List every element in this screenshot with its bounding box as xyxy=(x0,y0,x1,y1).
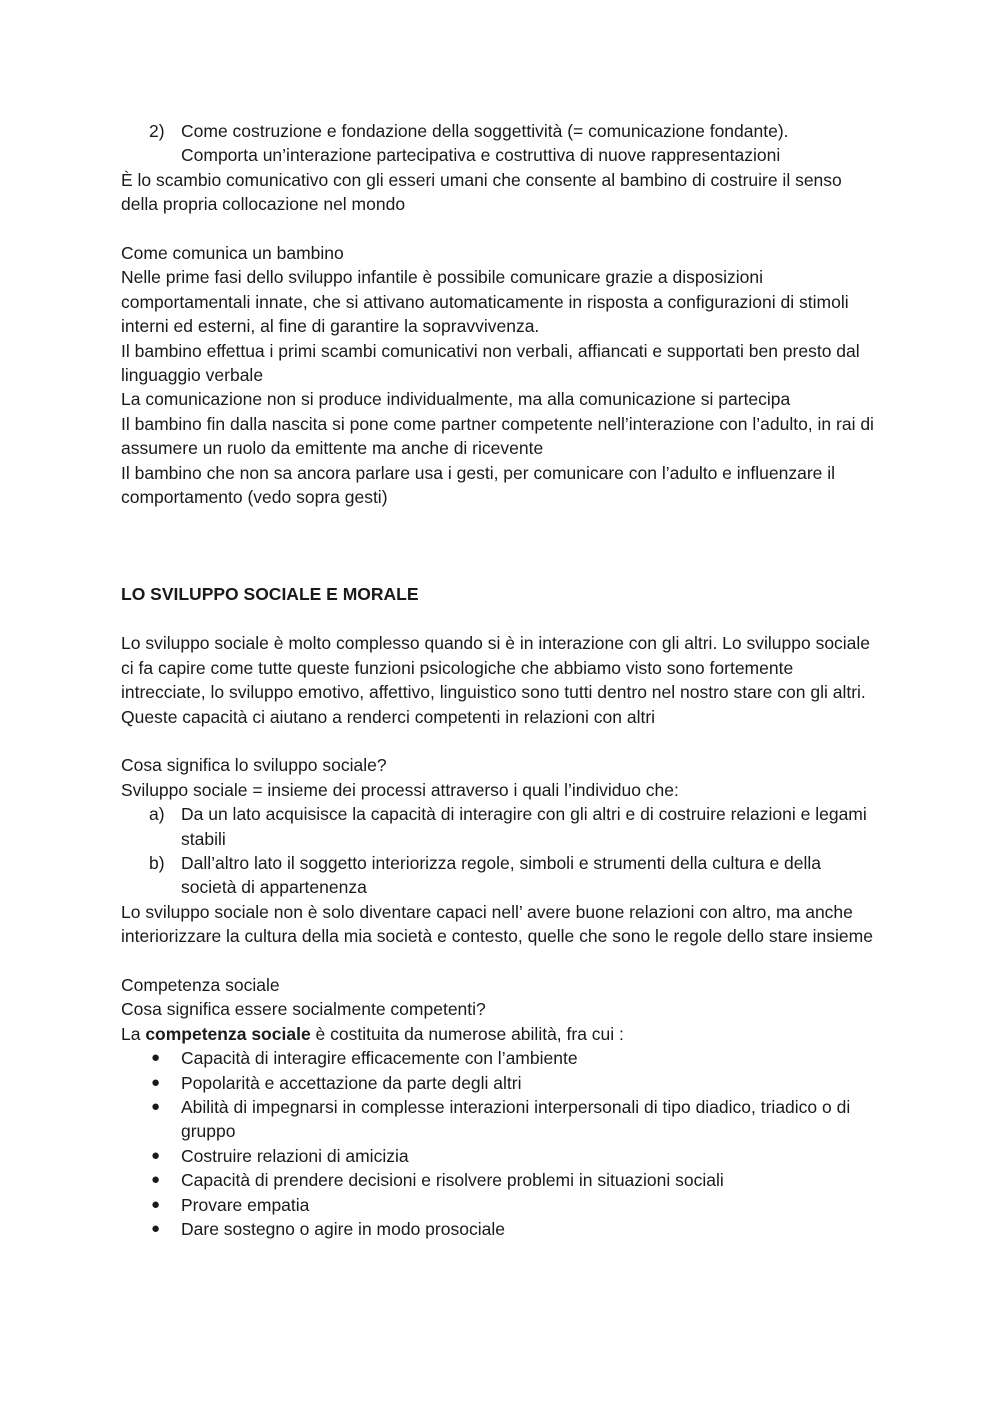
bullet-icon: ● xyxy=(151,1097,161,1115)
bullet-item xyxy=(121,1071,881,1095)
bullet-icon: ● xyxy=(151,1220,161,1237)
paragraph: Il bambino effettua i primi scambi comunicativi non verbali, affiancati e supportati ben presto dal linguaggio verbale xyxy=(121,340,860,386)
document-page xyxy=(121,119,881,1241)
bullet-item xyxy=(121,1144,881,1168)
bullet-item xyxy=(121,1046,881,1070)
list-item-text: Da un lato acquisisce la capacità di interagire con gli altri e di costruire relazioni e legami stabili xyxy=(181,804,867,849)
bullet-text: Capacità di prendere decisioni e risolvere problemi in situazioni sociali xyxy=(181,1170,724,1191)
paragraph: Nelle prime fasi dello sviluppo infantile è possibile comunicare grazie a disposizioni comportamentali innate, che si attivano automaticamente in risposta a configurazioni di stimoli interni ed esterni, al fine di garantire la sopravvivenza. xyxy=(121,267,849,337)
section-title-comunica: Come comunica un bambino xyxy=(121,243,344,264)
section-heading: LO SVILUPPO SOCIALE E MORALE xyxy=(121,584,419,605)
bullet-icon: ● xyxy=(151,1146,161,1164)
intro-suffix: è costituita da numerose abilità, fra cui : xyxy=(310,1023,624,1044)
list-marker: 2) xyxy=(149,121,165,141)
bullet-icon: ● xyxy=(151,1073,161,1091)
intro-prefix: La xyxy=(121,1023,146,1044)
list-item-text xyxy=(181,119,881,168)
bullet-item xyxy=(121,1095,881,1144)
list-marker: a) xyxy=(149,804,165,825)
paragraph: La comunicazione non si produce individualmente, ma alla comunicazione si partecipa xyxy=(121,389,791,410)
list-item-line-2: Comporta un’interazione partecipativa e costruttiva di nuove rappresentazioni xyxy=(181,145,781,166)
bullet-text: Abilità di impegnarsi in complesse interazioni interpersonali di tipo diadico, triadico o di gruppo xyxy=(181,1096,851,1142)
paragraph-intro: Lo sviluppo sociale è molto complesso quando si è in interazione con gli altri. Lo sviluppo sociale ci fa capire come tutte queste funzioni psicologiche che abbiamo visto sono fortemente intrecciate, lo sviluppo emotivo, affettivo, linguistico sono tutti dentro nel nostro stare con gli altri. Queste capacità ci aiutano a renderci competenti in relazioni con altri xyxy=(121,633,871,727)
paragraph: Il bambino che non sa ancora parlare usa i gesti, per comunicare con l’adulto e influenzare il comportamento (vedo sopra gesti) xyxy=(121,462,836,508)
bullet-icon: ● xyxy=(151,1171,161,1189)
lettered-item-b xyxy=(121,851,881,900)
numbered-item-2 xyxy=(121,119,881,168)
paragraph-scambio: È lo scambio comunicativo con gli esseri umani che consente al bambino di costruire il senso della propria collocazione nel mondo xyxy=(121,169,842,215)
definition-sviluppo: Sviluppo sociale = insieme dei processi attraverso i quali l’individuo che: xyxy=(121,779,679,800)
list-item-text: Dall’altro lato il soggetto interiorizza regole, simboli e strumenti della cultura e della società di appartenenza xyxy=(181,852,822,898)
bullet-text: Costruire relazioni di amicizia xyxy=(181,1145,409,1166)
paragraph: Il bambino fin dalla nascita si pone come partner competente nell’interazione con l’adulto, in rai di assumere un ruolo da emittente ma anche di ricevente xyxy=(121,413,874,459)
bullet-icon: ● xyxy=(151,1195,161,1213)
question-sviluppo: Cosa significa lo sviluppo sociale? xyxy=(121,755,387,776)
bullet-text: Popolarità e accettazione da parte degli altri xyxy=(181,1072,522,1093)
list-item-line-1: Come costruzione e fondazione della soggettività (= comunicazione fondante). xyxy=(181,121,789,141)
question-competenza: Cosa significa essere socialmente competenti? xyxy=(121,999,486,1020)
bullet-text: Provare empatia xyxy=(181,1194,310,1215)
intro-bold-term: competenza sociale xyxy=(145,1023,311,1044)
bullet-text: Capacità di interagire efficacemente con l’ambiente xyxy=(181,1048,578,1069)
bullet-icon: ● xyxy=(151,1049,161,1067)
intro-competenza xyxy=(121,1022,881,1046)
list-marker: b) xyxy=(149,852,165,873)
bullet-text: Dare sostegno o agire in modo prosociale xyxy=(181,1219,505,1239)
bullet-item xyxy=(121,1217,881,1241)
lettered-item-a xyxy=(121,802,881,851)
section-title-competenza: Competenza sociale xyxy=(121,974,280,995)
paragraph-closing: Lo sviluppo sociale non è solo diventare capaci nell’ avere buone relazioni con altro, ma anche interiorizzare la cultura della mia società e contesto, quelle che sono le regole dello stare insieme xyxy=(121,901,873,947)
bullet-item xyxy=(121,1193,881,1217)
bullet-item xyxy=(121,1168,881,1192)
